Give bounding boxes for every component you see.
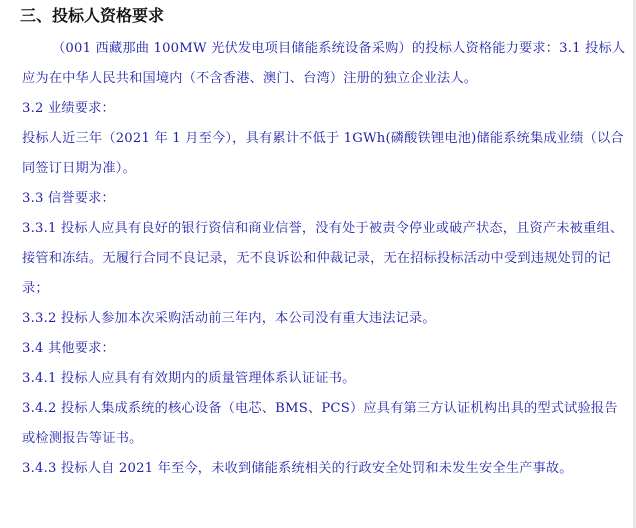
paragraph-performance-title: 3.2 业绩要求： bbox=[22, 101, 115, 116]
section-heading: 三、投标人资格要求 bbox=[20, 6, 165, 25]
paragraph-other-3-4-2: 3.4.2 投标人集成系统的核心设备（电芯、BMS、PCS）应具有第三方认证机构出具的型式试验报告或检测报告等证书。 bbox=[22, 401, 618, 446]
paragraph-performance-requirement: 投标人近三年（2021 年 1 月至今），具有累计不低于 1GWh(磷酸铁锂电池)储能系统集成业绩（以合同签订日期为准）。 bbox=[22, 131, 624, 176]
paragraph-credit-3-3-1: 3.3.1 投标人应具有良好的银行资信和商业信誉，没有处于被责令停业或破产状态，且资产未被重组、接管和冻结。无履行合同不良记录，无不良诉讼和仲裁记录，无在招标投标活动中受到违规处罚的记录； bbox=[22, 221, 624, 296]
paragraph-other-3-4-3: 3.4.3 投标人自 2021 年至今，未收到储能系统相关的行政安全处罚和未发生安全生产事故。 bbox=[22, 461, 573, 476]
paragraph-credit-3-3-2: 3.3.2 投标人参加本次采购活动前三年内，本公司没有重大违法记录。 bbox=[22, 311, 436, 326]
paragraph-other-title: 3.4 其他要求： bbox=[22, 341, 115, 356]
paragraph-other-3-4-1: 3.4.1 投标人应具有有效期内的质量管理体系认证证书。 bbox=[22, 371, 356, 386]
paragraph-bidder-qualification: （001 西藏那曲 100MW 光伏发电项目储能系统设备采购）的投标人资格能力要求：3.1 投标人应为在中华人民共和国境内（不含香港、澳门、台湾）注册的独立企业法人。 bbox=[22, 41, 626, 86]
paragraph-credit-title: 3.3 信誉要求： bbox=[22, 191, 115, 206]
